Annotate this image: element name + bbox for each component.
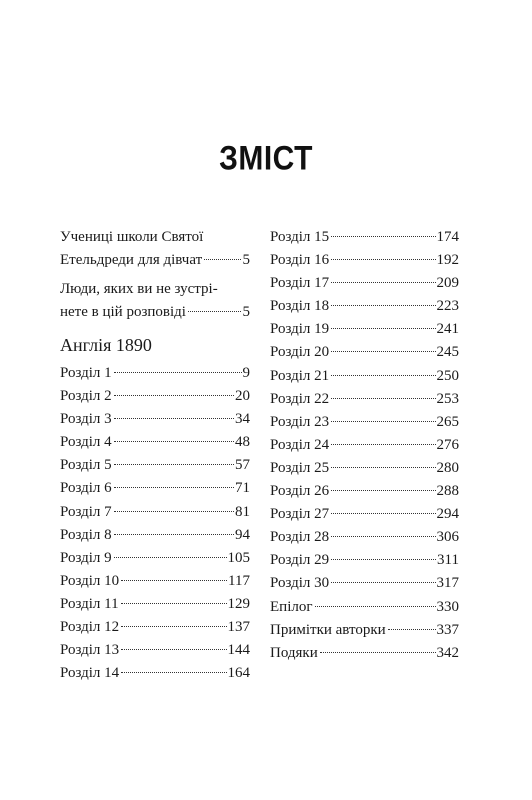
toc-entry-label: Подяки	[270, 644, 318, 661]
dot-leader	[331, 559, 436, 560]
toc-entry-page: 9	[242, 365, 250, 381]
toc-entry[interactable]	[270, 341, 459, 364]
toc-entry-page: 144	[227, 642, 250, 659]
dot-leader	[114, 511, 234, 512]
dot-leader	[331, 375, 435, 376]
toc-right-column	[270, 226, 459, 665]
toc-entry-page: 337	[436, 621, 459, 638]
toc-entry[interactable]	[270, 388, 459, 411]
toc-entry-label-line1: Люди, яких ви не зустрі-	[60, 281, 218, 297]
toc-entry[interactable]	[270, 457, 459, 480]
dot-leader	[121, 603, 227, 604]
toc-entry[interactable]	[270, 249, 459, 272]
toc-entry[interactable]	[60, 408, 250, 431]
toc-entry-label: Розділ 29	[270, 552, 330, 569]
toc-entry[interactable]	[270, 526, 459, 549]
toc-entry-page: 94	[235, 526, 250, 543]
toc-entry-label: Розділ 21	[270, 367, 330, 384]
toc-entry-label: Розділ 24	[270, 436, 330, 453]
toc-entry-label: Розділ 3	[60, 411, 112, 428]
toc-entry[interactable]	[60, 454, 250, 477]
page-title: ЗМІСТ	[219, 139, 313, 178]
toc-entry[interactable]	[270, 642, 459, 665]
dot-leader	[114, 534, 234, 535]
toc-entry-label: Розділ 12	[60, 619, 120, 636]
toc-entry-page: 5	[242, 304, 250, 320]
dot-leader	[121, 580, 227, 581]
toc-entry-page: 253	[436, 390, 459, 407]
toc-entry-label: Епілог	[270, 598, 313, 615]
toc-entry[interactable]	[270, 411, 459, 434]
toc-list-right	[270, 226, 459, 665]
toc-entry[interactable]	[270, 226, 459, 249]
toc-entry-label: Розділ 8	[60, 526, 112, 543]
dot-leader	[114, 557, 227, 558]
toc-entry-page: 223	[436, 298, 459, 315]
toc-entry-label: Розділ 30	[270, 575, 330, 592]
dot-leader	[114, 464, 234, 465]
dot-leader	[331, 328, 435, 329]
toc-entry-page: 342	[436, 644, 459, 661]
dot-leader	[331, 398, 435, 399]
toc-entry[interactable]	[270, 365, 459, 388]
toc-entry-label: Розділ 9	[60, 549, 112, 566]
toc-entry[interactable]	[60, 385, 250, 408]
toc-entry-page: 81	[235, 503, 250, 520]
toc-entry[interactable]	[60, 524, 250, 547]
toc-entry-label: Розділ 28	[270, 529, 330, 546]
toc-entry-label: Розділ 26	[270, 483, 330, 500]
dot-leader	[315, 606, 436, 607]
toc-entry-label: Розділ 10	[60, 572, 120, 589]
dot-leader	[331, 582, 435, 583]
toc-entry[interactable]	[270, 572, 459, 595]
dot-leader	[331, 513, 435, 514]
toc-entry[interactable]	[60, 547, 250, 570]
toc-entry-label: Розділ 27	[270, 506, 330, 523]
dot-leader	[320, 652, 436, 653]
toc-entry-label: Розділ 2	[60, 388, 112, 405]
toc-entry-page: 71	[235, 480, 250, 497]
toc-list-left	[60, 362, 250, 685]
toc-entry-label-line2: Етельдреди для дівчат	[60, 252, 203, 268]
toc-entry-page: 294	[436, 506, 459, 523]
toc-entry-label: Розділ 11	[60, 595, 119, 612]
toc-entry-page: 306	[436, 529, 459, 546]
dot-leader	[331, 282, 435, 283]
toc-entry[interactable]	[60, 278, 250, 324]
dot-leader	[331, 259, 435, 260]
toc-entry-page: 57	[235, 457, 250, 474]
toc-entry-page: 280	[436, 459, 459, 476]
toc-entry-label: Розділ 6	[60, 480, 112, 497]
dot-leader	[331, 467, 435, 468]
toc-entry[interactable]	[60, 362, 250, 385]
toc-entry-label: Примітки авторки	[270, 621, 386, 638]
dot-leader	[121, 649, 226, 650]
toc-entry[interactable]	[270, 619, 459, 642]
toc-entry-page: 164	[227, 665, 250, 682]
toc-entry-page: 250	[436, 367, 459, 384]
toc-entry-page: 245	[436, 344, 459, 361]
dot-leader	[331, 490, 435, 491]
dot-leader	[121, 672, 226, 673]
toc-entry[interactable]	[60, 570, 250, 593]
toc-entry-page: 137	[227, 619, 250, 636]
toc-entry-page: 5	[242, 252, 250, 268]
toc-entry[interactable]	[60, 501, 250, 524]
toc-entry-page: 117	[228, 572, 250, 589]
dot-leader	[114, 372, 242, 373]
dot-leader	[331, 351, 435, 352]
dot-leader	[331, 444, 435, 445]
dot-leader	[114, 395, 234, 396]
toc-entry-page: 209	[436, 275, 459, 292]
dot-leader	[114, 487, 234, 488]
toc-entry[interactable]	[60, 662, 250, 685]
toc-entry[interactable]	[270, 318, 459, 341]
toc-entry-label: Розділ 18	[270, 298, 330, 315]
toc-entry-label: Розділ 5	[60, 457, 112, 474]
toc-entry-label: Розділ 16	[270, 252, 330, 269]
toc-entry[interactable]	[60, 431, 250, 454]
toc-entry[interactable]	[270, 549, 459, 572]
toc-entry-label: Розділ 7	[60, 503, 112, 520]
dot-leader	[188, 311, 241, 312]
toc-entry[interactable]	[270, 503, 459, 526]
toc-entry-label: Розділ 22	[270, 390, 330, 407]
toc-entry-page: 174	[436, 229, 459, 245]
toc-entry-page: 265	[436, 413, 459, 430]
toc-entry[interactable]	[60, 226, 250, 272]
dot-leader	[331, 236, 435, 237]
dot-leader	[204, 259, 240, 260]
toc-entry-page: 105	[227, 549, 250, 566]
dot-leader	[331, 536, 435, 537]
toc-entry-page: 317	[436, 575, 459, 592]
toc-entry-label: Розділ 13	[60, 642, 120, 659]
toc-entry-label-line1: Учениці школи Святої	[60, 229, 204, 245]
toc-left-column	[60, 226, 250, 685]
toc-entry-label: Розділ 20	[270, 344, 330, 361]
toc-entry-page: 311	[437, 552, 459, 569]
toc-entry[interactable]	[60, 639, 250, 662]
dot-leader	[114, 441, 234, 442]
dot-leader	[331, 305, 435, 306]
toc-entry-label: Розділ 1	[60, 365, 112, 381]
toc-entry-page: 129	[227, 595, 250, 612]
toc-entry-label: Розділ 25	[270, 459, 330, 476]
toc-entry-page: 192	[436, 252, 459, 269]
section-heading: Англія 1890	[60, 335, 152, 355]
toc-entry-label: Розділ 14	[60, 665, 120, 682]
toc-entry-page: 34	[235, 411, 250, 428]
toc-entry-page: 276	[436, 436, 459, 453]
toc-entry-page: 20	[235, 388, 250, 405]
dot-leader	[388, 629, 436, 630]
toc-entry-page: 288	[436, 483, 459, 500]
toc-entry[interactable]	[60, 616, 250, 639]
toc-entry[interactable]	[60, 477, 250, 500]
toc-entry-label: Розділ 23	[270, 413, 330, 430]
toc-entry[interactable]	[270, 434, 459, 457]
toc-entry-label: Розділ 4	[60, 434, 112, 451]
toc-entry-label-line2: нете в цій розповіді	[60, 304, 186, 320]
toc-entry-label: Розділ 15	[270, 229, 330, 245]
toc-entry[interactable]	[270, 272, 459, 295]
toc-entry[interactable]	[270, 596, 459, 619]
toc-entry[interactable]	[60, 593, 250, 616]
toc-entry[interactable]	[270, 295, 459, 318]
dot-leader	[331, 421, 435, 422]
toc-entry-page: 241	[436, 321, 459, 338]
toc-entry-page: 48	[235, 434, 250, 451]
toc-entry-label: Розділ 17	[270, 275, 330, 292]
dot-leader	[121, 626, 226, 627]
toc-entry[interactable]	[270, 480, 459, 503]
toc-entry-label: Розділ 19	[270, 321, 330, 338]
dot-leader	[114, 418, 234, 419]
toc-entry-page: 330	[436, 598, 459, 615]
